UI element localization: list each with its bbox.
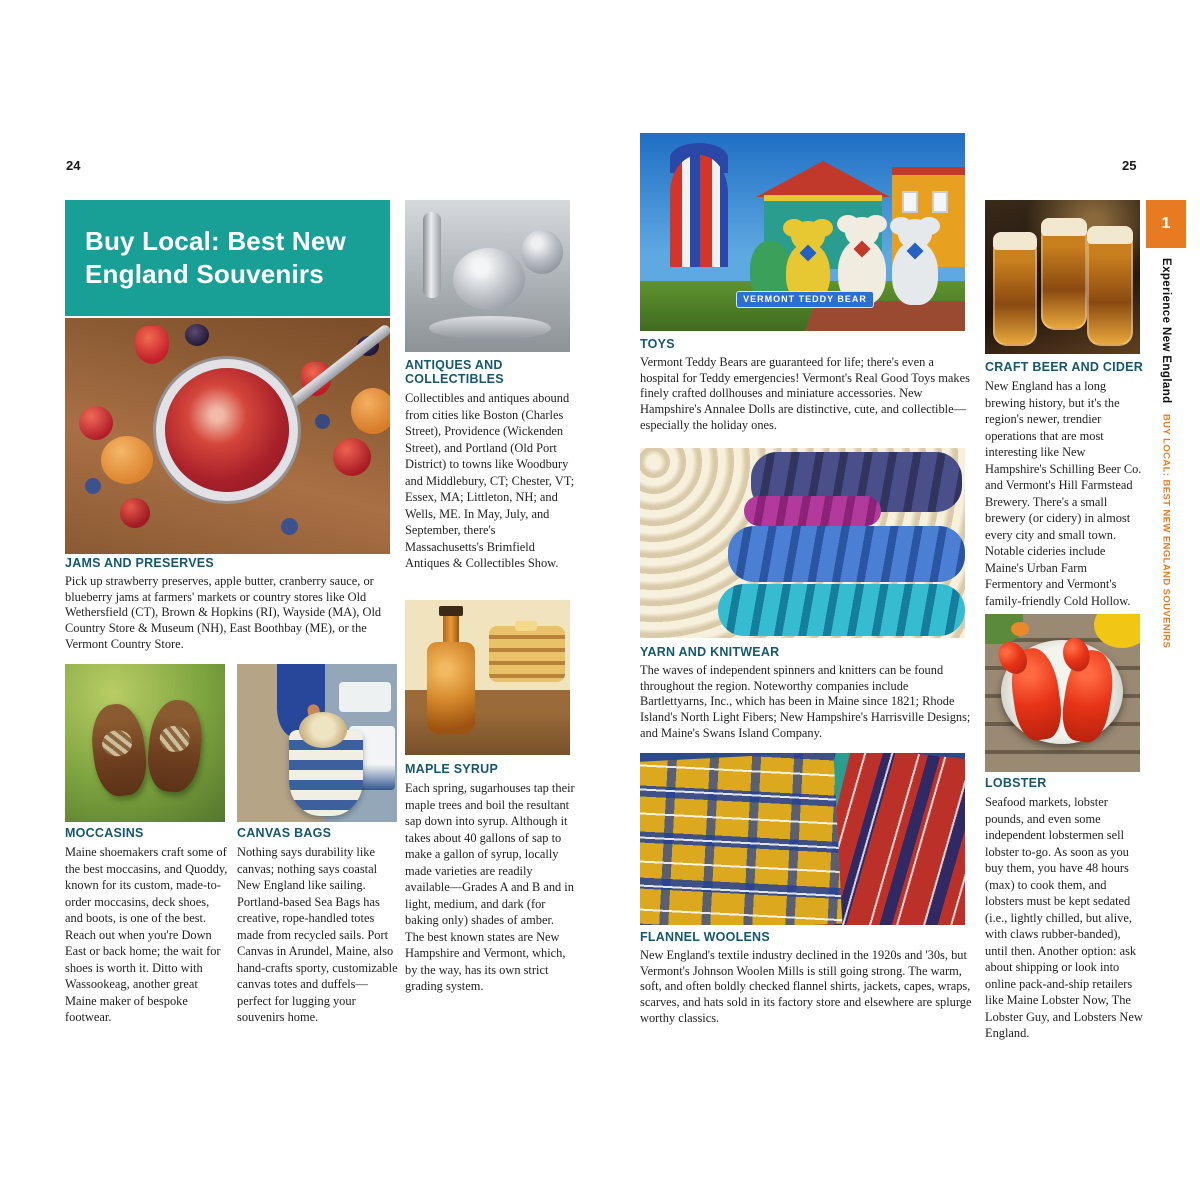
section-lobster xyxy=(985,776,1145,1042)
lobster-shape xyxy=(1058,647,1118,745)
section-antiques xyxy=(405,358,575,572)
section-flannel xyxy=(640,930,972,1026)
sidebar-strip xyxy=(1146,258,1186,818)
antiques-photo xyxy=(405,200,570,352)
lemon-shape xyxy=(1094,614,1140,648)
window-shape xyxy=(902,191,918,213)
garnish-shape xyxy=(1011,622,1029,636)
sidebar-chapter-title: Experience New England xyxy=(1160,258,1172,404)
feature-title: Buy Local: Best New England Souvenirs xyxy=(85,225,346,289)
yellow-plaid-shape xyxy=(640,753,842,925)
section-heading: YARN AND KNITWEAR xyxy=(640,645,780,659)
magenta-yarn-shape xyxy=(744,496,881,526)
section-heading: CRAFT BEER AND CIDER xyxy=(985,360,1144,374)
boat-shape xyxy=(339,682,391,712)
silver-tray-shape xyxy=(429,316,551,340)
section-heading: FLANNEL WOOLENS xyxy=(640,930,770,944)
blueberry-shape xyxy=(281,518,298,535)
blueberry-shape xyxy=(315,414,330,429)
maple-syrup-photo xyxy=(405,600,570,755)
shoe-shape xyxy=(144,698,205,795)
jam-jar-shape xyxy=(165,368,289,492)
apricot-shape xyxy=(351,388,390,434)
gazebo-roof-shape xyxy=(756,161,890,197)
page-number-right: 25 xyxy=(1122,158,1137,173)
section-toys xyxy=(640,337,972,433)
page-number-left: 24 xyxy=(66,158,81,173)
strawberry-shape xyxy=(135,326,169,364)
section-body: Collectibles and antiques abound from cities like Boston (Charles Street), Providence (Wickenden Street), and Portland (Old Port District) to towns like Woodbury and Middlebury, CT; Chester, VT; Essex, MA; Littleton, NH; and Wells, ME. In May, July, and September, there's Massachusetts's Brimfield Antiques & Collectibles Show. xyxy=(405,391,575,570)
craft-beer-photo xyxy=(985,200,1140,354)
lobster-photo xyxy=(985,614,1140,772)
jam-preserves-photo xyxy=(65,318,390,554)
straw-hat-shape xyxy=(299,712,347,748)
section-moccasins xyxy=(65,826,229,1026)
section-body: Pick up strawberry preserves, apple butter, cranberry sauce, or blueberry jams at farmers' markets or country stores like Old Wethersfield (CT), Brown & Hopkins (RI), Wayside (MA), Old Country Store & Museum (NH), East Boothbay (ME), or the Vermont Country Store. xyxy=(65,574,382,651)
cherry-shape xyxy=(79,406,113,440)
sidebar-section-title: BUY LOCAL: BEST NEW ENGLAND SOUVENIRS xyxy=(1160,413,1172,648)
silver-pot-shape xyxy=(521,230,563,274)
section-heading: ANTIQUES AND COLLECTIBLES xyxy=(405,358,504,386)
bottle-neck-shape xyxy=(443,612,459,646)
blueberry-shape xyxy=(85,478,101,494)
cherry-shape xyxy=(333,438,371,476)
canvas-bag-photo xyxy=(237,664,397,822)
pancakes-shape xyxy=(489,626,565,682)
section-body: New England's textile industry declined in the 1920s and '30s, but Vermont's Johnson Woolen Mills is still going strong. The warm, soft, and often boldly checked flannel shirts, jackets, capes, wraps, scarves, and hats sold in its factory store and elsewhere are splurge worthy classics. xyxy=(640,948,972,1025)
shoe-shape xyxy=(88,701,151,799)
section-heading: LOBSTER xyxy=(985,776,1047,790)
section-craft-beer xyxy=(985,360,1145,609)
beer-glass-shape xyxy=(1087,238,1133,346)
blue-yarn-shape xyxy=(728,526,965,582)
blackberry-shape xyxy=(185,324,209,346)
moccasins-photo xyxy=(65,664,225,822)
section-body: New England has a long brewing history, but it's the region's newer, trendier operations that are most interesting like New Hampshire's Schilling Beer Co. and Vermont's Hill Farmstead Brewery. There's a small brewery (or cidery) in almost every city and small town. Notable cideries include Maine's Urban Farm Fermentory and Vermont's family-friendly Cold Hollow. xyxy=(985,379,1142,608)
section-body: Nothing says durability like canvas; nothing says coastal New England like sailing. Portland-based Sea Bags has creative, rope-handled totes made from recycled sails. Port Canvas in Arundel, Maine, also hand-crafts sporty, customizable canvas totes and duffels—perfect for lugging your souvenirs home. xyxy=(237,845,398,1024)
section-body: The waves of independent spinners and knitters can be found throughout the region. Noteworthy companies include Bartlettyarns, Inc., which has been in Maine since 1821; Rhode Island's North Light Fibers; New Hampshire's Harrisville Designs; and Maine's Swans Island Company. xyxy=(640,663,971,740)
window-shape xyxy=(932,191,948,213)
section-heading: TOYS xyxy=(640,337,675,351)
teddy-bear-sign: VERMONT TEDDY BEAR xyxy=(736,291,874,308)
feature-title-box xyxy=(65,200,390,316)
bottle-body-shape xyxy=(427,642,475,734)
beer-glass-shape xyxy=(1041,230,1087,330)
section-body: Seafood markets, lobster pounds, and even some independent lobstermen sell lobster to-go. As soon as you buy them, you have 48 hours (max) to cook them, and lobsters must be kept sedated (i.e., lightly chilled, but alive, with claws rubber-banded), until then. Another option: ask about shipping or look into online pack-and-ship retailers like Maine Lobster Now, The Lobster Guy, and Lobsters New England. xyxy=(985,795,1143,1040)
apricot-shape xyxy=(101,436,153,484)
teal-yarn-shape xyxy=(718,584,965,636)
section-heading: MAPLE SYRUP xyxy=(405,762,499,776)
silver-pot-shape xyxy=(453,248,525,310)
striped-silo-shape xyxy=(670,155,728,267)
candlestick-shape xyxy=(423,212,441,298)
section-heading: CANVAS BAGS xyxy=(237,826,332,840)
section-canvas-bags xyxy=(237,826,401,1026)
flannel-photo xyxy=(640,753,965,925)
section-heading: MOCCASINS xyxy=(65,826,144,840)
beer-glass-shape xyxy=(993,244,1037,346)
section-yarn xyxy=(640,645,972,741)
section-heading: JAMS AND PRESERVES xyxy=(65,556,214,570)
section-jams xyxy=(65,556,400,652)
section-body: Maine shoemakers craft some of the best moccasins, and Quoddy, known for its custom, made-to-order moccasins, deck shoes, and boots, is one of the best. Reach out when you're Down East or back home; the wait for shoes is worth it. Ditto with Wassookeag, another great Maine maker of bespoke footwear. xyxy=(65,845,228,1024)
section-maple-syrup xyxy=(405,762,575,995)
teddy-bear-factory-photo xyxy=(640,133,965,331)
section-body: Vermont Teddy Bears are guaranteed for life; there's even a hospital for Teddy emergencies! Vermont's Real Good Toys makes finely crafted dollhouses and miniature accessories. New Hampshire's Annalee Dolls are distinctive, cute, and collectible—especially the holiday ones. xyxy=(640,355,970,432)
white-bear-shape xyxy=(892,241,938,305)
bottle-cap-shape xyxy=(439,606,463,616)
cherry-shape xyxy=(120,498,150,528)
section-body: Each spring, sugarhouses tap their maple trees and boil the resultant sap down into syrup. Although it takes about 40 gallons of sap to make a gallon of syrup, locally made varieties are readily available—Grades A and B and in light, medium, and dark (for baking only) shades of amber. The best known states are New Hampshire and Vermont, which, by the way, has its own strict grading system. xyxy=(405,781,575,993)
chapter-number-tab: 1 xyxy=(1146,200,1186,248)
yarn-photo xyxy=(640,448,965,638)
